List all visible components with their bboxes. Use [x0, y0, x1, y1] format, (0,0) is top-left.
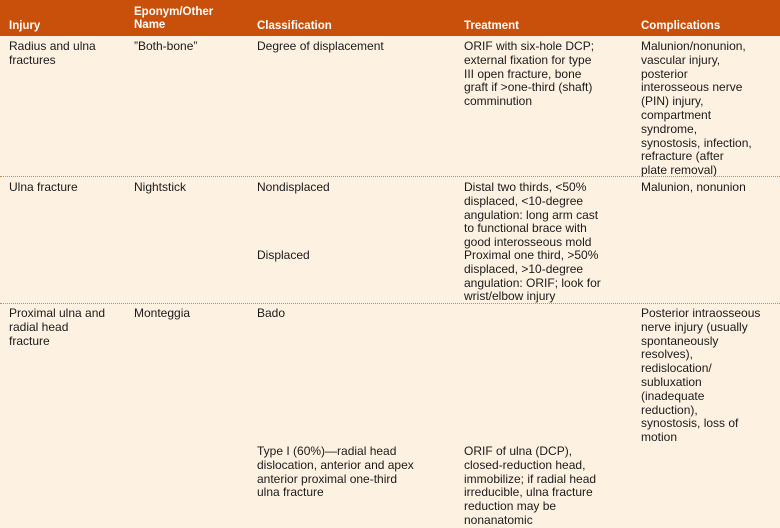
text-line: Nondisplaced	[257, 180, 330, 194]
text-line: angulation: long arm cast	[464, 207, 599, 222]
text-line: Posterior intraosseous	[641, 306, 761, 320]
text-line: anterior proximal one-third	[257, 471, 398, 486]
text-line: redislocation/	[641, 361, 712, 376]
header-eponym-line2: Name	[134, 19, 166, 31]
text-line: Degree of displacement	[257, 39, 384, 53]
text-line: Displaced	[257, 248, 310, 262]
text-line: Type I (60%)—radial head	[257, 444, 397, 458]
text-line: III open fracture, bone	[464, 66, 582, 81]
row-2-treatment	[464, 181, 598, 250]
text-line: vascular injury,	[641, 52, 721, 67]
text-line: (inadequate	[641, 388, 705, 403]
header-classification: Classification	[257, 20, 332, 32]
row-divider	[0, 176, 780, 177]
text-line: displaced, <10-degree	[464, 193, 584, 208]
text-line: wrist/elbow injury	[464, 289, 556, 304]
text-line: interosseous nerve	[641, 80, 743, 95]
text-line: angulation: ORIF; look for	[464, 275, 601, 290]
text-line: compartment	[641, 107, 712, 122]
text-line: irreducible, ulna fracture	[464, 485, 593, 500]
text-line: plate removal)	[641, 163, 718, 178]
row-1-complications	[641, 40, 752, 178]
text-line: synostosis, loss of	[641, 416, 739, 431]
text-line: external fixation for type	[464, 52, 592, 67]
text-line: comminution	[464, 94, 533, 109]
row-4-eponym	[134, 307, 190, 321]
row-2-eponym	[134, 181, 186, 195]
text-line: radial head	[9, 319, 69, 334]
text-line: Distal two thirds, <50%	[464, 180, 587, 194]
row-2-classification	[257, 181, 330, 195]
header-complications: Complications	[641, 20, 721, 32]
text-line: refracture (after	[641, 149, 724, 164]
text-line: ORIF of ulna (DCP),	[464, 444, 573, 458]
text-line: graft if >one-third (shaft)	[464, 80, 593, 95]
text-line: (PIN) injury,	[641, 94, 704, 109]
header-eponym-line1: Eponym/Other	[134, 6, 214, 18]
row-4-complications	[641, 307, 760, 445]
text-line: closed-reduction head,	[464, 457, 586, 472]
row-divider	[0, 303, 780, 304]
row-1-classification	[257, 40, 384, 54]
text-line: resolves),	[641, 347, 694, 362]
row-1-treatment	[464, 40, 594, 109]
text-line: fractures	[9, 52, 56, 67]
header-injury: Injury	[9, 20, 41, 32]
text-line: Malunion/nonunion,	[641, 39, 746, 53]
row-2-injury	[9, 181, 78, 195]
text-line: synostosis, infection,	[641, 135, 752, 150]
row-1-injury	[9, 40, 96, 68]
row-2-complications	[641, 181, 746, 195]
text-line: Nightstick	[134, 180, 187, 194]
text-line: fracture	[9, 333, 50, 348]
text-line: spontaneously	[641, 333, 719, 348]
text-line: ORIF with six-hole DCP;	[464, 39, 595, 53]
row-1-eponym	[134, 40, 197, 54]
text-line: reduction may be	[464, 499, 557, 514]
header-treatment: Treatment	[464, 20, 519, 32]
text-line: immobilize; if radial head	[464, 471, 597, 486]
row-3-treatment	[464, 249, 601, 304]
table-header	[0, 0, 780, 36]
text-line: nonanatomic	[464, 512, 533, 527]
text-line: dislocation, anterior and apex	[257, 457, 414, 472]
text-line: reduction),	[641, 402, 698, 417]
text-line: ”Both-bone”	[134, 39, 198, 53]
row-3-classification	[257, 249, 310, 263]
text-line: Radius and ulna	[9, 39, 96, 53]
row-5-treatment	[464, 445, 596, 528]
text-line: motion	[641, 430, 678, 445]
text-line: syndrome,	[641, 121, 698, 136]
row-4-injury	[9, 307, 105, 348]
text-line: Malunion, nonunion	[641, 180, 746, 194]
text-line: nerve injury (usually	[641, 319, 748, 334]
header-eponym	[134, 6, 213, 32]
text-line: Monteggia	[134, 306, 191, 320]
text-line: to functional brace with	[464, 221, 587, 236]
row-5-classification	[257, 445, 414, 500]
text-line: posterior	[641, 66, 688, 81]
text-line: Ulna fracture	[9, 180, 78, 194]
text-line: good interosseous mold	[464, 235, 592, 250]
text-line: ulna fracture	[257, 485, 324, 500]
text-line: Bado	[257, 306, 286, 320]
row-4-classification	[257, 307, 285, 321]
text-line: Proximal ulna and	[9, 306, 106, 320]
text-line: displaced, >10-degree	[464, 261, 584, 276]
text-line: subluxation	[641, 374, 702, 389]
text-line: Proximal one third, >50%	[464, 248, 599, 262]
